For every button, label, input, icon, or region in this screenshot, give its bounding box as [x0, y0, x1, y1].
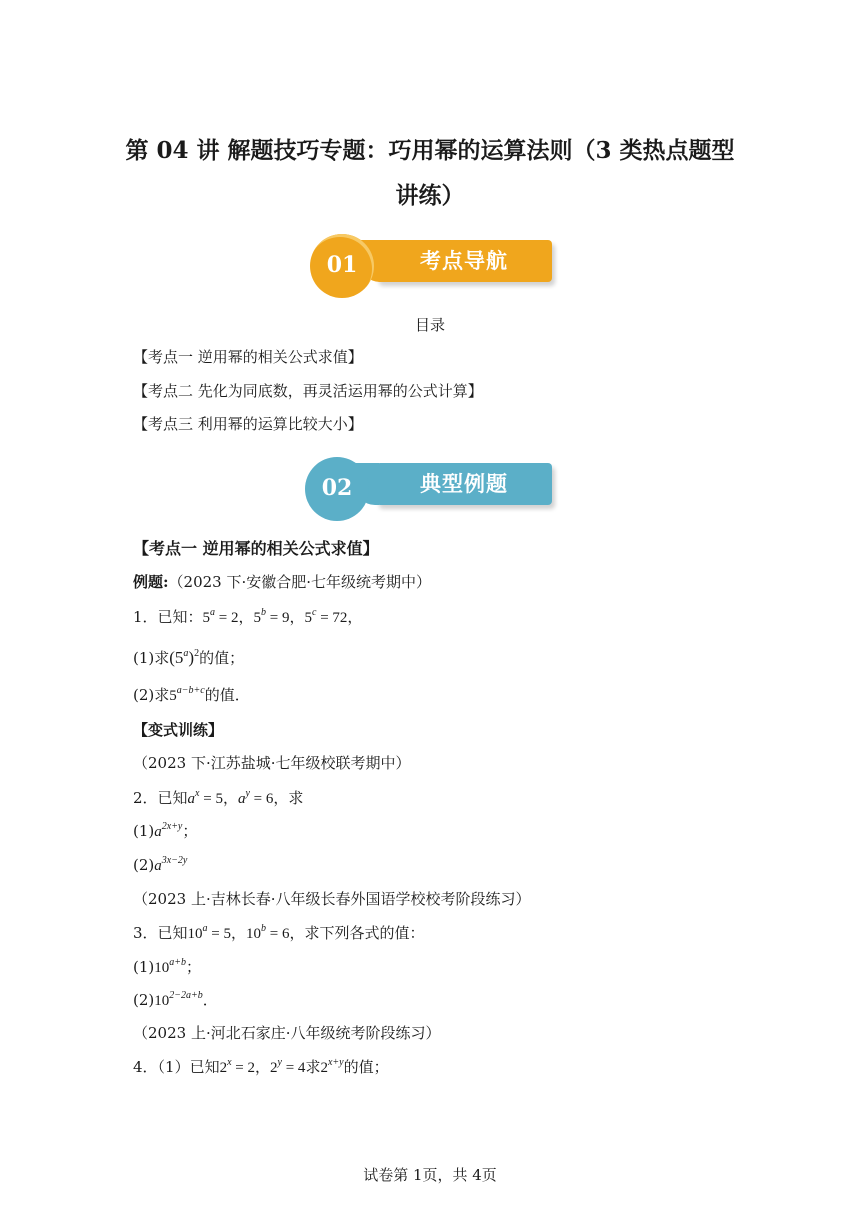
source-note: （2023 下·江苏盐城·七年级校联考期中）	[133, 754, 411, 772]
question-2	[133, 787, 303, 810]
math-exponent: a−b+c	[176, 685, 205, 696]
question-number: 3．已知	[133, 924, 188, 942]
math-base: 5	[202, 610, 211, 626]
toc-heading: 目录	[414, 316, 445, 334]
math-base: 10	[154, 960, 170, 976]
question-3	[133, 922, 424, 945]
math-value: = 5，	[199, 791, 238, 807]
example-source: （2023 下·安徽合肥·七年级统考期中）	[168, 573, 432, 591]
part-suffix: 的值；	[199, 649, 245, 667]
question-number: 1．已知：	[133, 608, 203, 626]
example-line	[133, 571, 431, 593]
math-base: a	[154, 824, 162, 840]
toc-item: 【考点三 利用幂的运算比较大小】	[133, 415, 363, 433]
part-suffix: 的值．	[204, 686, 250, 704]
source-note: （2023 上·吉林长春·八年级长春外国语学校校考阶段练习）	[133, 890, 531, 908]
toc-item: 【考点二 先化为同底数，再灵活运用幂的公式计算】	[133, 382, 483, 400]
section-label: 典型例题	[376, 463, 552, 505]
math-exponent: 3x−2y	[161, 855, 188, 866]
math-base: a	[187, 791, 196, 807]
part-suffix: ．	[202, 991, 218, 1009]
math-base: 5	[169, 688, 177, 704]
question-3-part-2	[133, 989, 218, 1012]
section-number: 02	[305, 457, 369, 521]
question-2-part-1	[133, 820, 197, 843]
math-exponent: 2	[194, 648, 200, 659]
math-base: 10	[154, 993, 170, 1009]
math-exponent: x+y	[327, 1057, 344, 1068]
part-label: (2)求	[133, 686, 170, 704]
question-1-part-2	[133, 684, 250, 707]
math-value: = 2，	[231, 1060, 271, 1076]
question-1-part-1	[133, 647, 244, 669]
math-value: = 5，	[207, 926, 247, 942]
topic-heading: 【考点一 逆用幂的相关公式求值】	[133, 539, 379, 558]
document-title-line-1: 第 04 讲 解题技巧专题：巧用幂的运算法则（3 类热点题型	[125, 137, 735, 164]
math-exponent: x	[195, 788, 200, 799]
math-base: 5	[253, 610, 262, 626]
math-exponent: 2x+y	[161, 821, 183, 832]
math-base: 2	[320, 1060, 328, 1076]
math-base: 5	[304, 610, 312, 626]
question-4	[133, 1056, 389, 1079]
question-3-part-1	[133, 956, 201, 979]
math-base: 10	[246, 926, 262, 942]
math-exponent: y	[245, 788, 250, 799]
math-base: a	[154, 858, 162, 874]
part-suffix: ；	[182, 822, 198, 840]
math-base: 2	[219, 1060, 228, 1076]
math-exponent: a	[183, 648, 189, 659]
math-value: = 6，求	[249, 791, 304, 807]
math-paren: )	[188, 648, 195, 667]
section-number: 01	[310, 234, 374, 298]
section-label: 考点导航	[376, 240, 552, 282]
math-exponent: x	[227, 1057, 232, 1068]
source-note: （2023 上·河北石家庄·八年级统考阶段练习）	[133, 1024, 441, 1042]
math-exponent: a	[202, 923, 208, 934]
math-base: 10	[187, 926, 203, 942]
math-exponent: 2−2a+b	[169, 990, 203, 1001]
math-exponent: b	[261, 607, 267, 618]
math-expression: (5	[169, 648, 184, 667]
variant-heading: 【变式训练】	[133, 721, 224, 739]
math-value: = 2，	[215, 610, 254, 626]
part-suffix: 的值；	[343, 1058, 389, 1076]
part-label: (1)	[133, 958, 155, 976]
example-label: 例题:	[133, 573, 169, 591]
part-label: (2)	[133, 991, 155, 1009]
part-suffix: ；	[186, 958, 202, 976]
part-label: (2)	[133, 856, 155, 874]
math-exponent: b	[261, 923, 267, 934]
math-exponent: c	[311, 607, 317, 618]
part-label: (1)求	[133, 649, 170, 667]
math-base: a	[237, 791, 246, 807]
math-value: = 4	[281, 1060, 306, 1076]
question-text: 求	[305, 1058, 321, 1076]
part-label: (1)	[133, 822, 155, 840]
math-exponent: a+b	[169, 957, 186, 968]
math-exponent: y	[277, 1057, 282, 1068]
question-number: 2．已知	[133, 789, 188, 807]
toc-item: 【考点一 逆用幂的相关公式求值】	[133, 348, 363, 366]
math-value: = 9，	[266, 610, 305, 626]
question-2-part-2	[133, 854, 187, 877]
math-base: 2	[270, 1060, 278, 1076]
math-value: = 72，	[316, 610, 363, 626]
question-1	[133, 606, 362, 629]
document-title-line-2: 讲练）	[395, 182, 465, 209]
math-value: = 6，求下列各式的值：	[266, 926, 425, 942]
question-number: 4．（1）已知	[133, 1058, 220, 1076]
page-footer: 试卷第 1页，共 4页	[363, 1166, 497, 1184]
math-exponent: a	[210, 607, 216, 618]
